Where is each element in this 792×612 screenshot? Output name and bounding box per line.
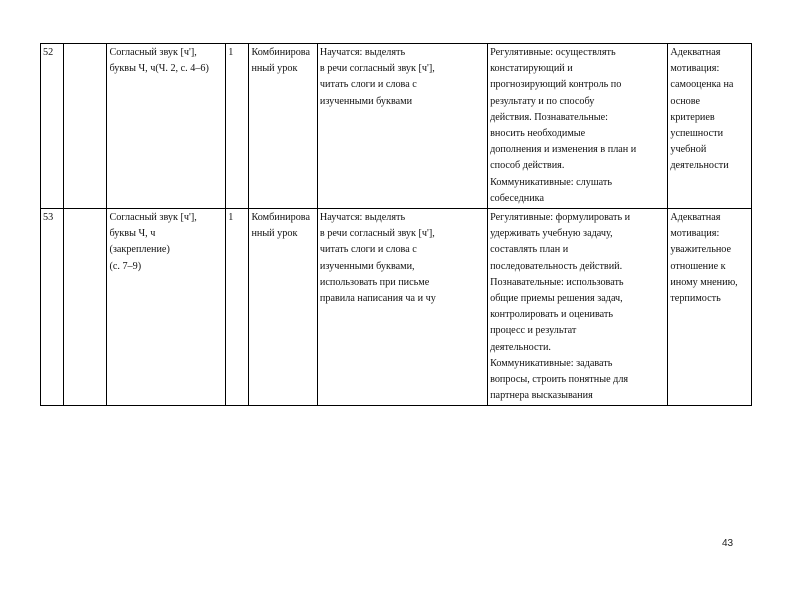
- personal-line: успешности: [670, 128, 724, 140]
- uud-line: способ действия.: [490, 160, 565, 172]
- subject-line: Научатся: выделять: [319, 212, 406, 224]
- universal-learning-actions: [488, 44, 668, 209]
- table-row: [41, 209, 752, 406]
- personal-line: критериев: [670, 111, 715, 123]
- lesson-type: Комбинированный урок: [249, 44, 317, 209]
- lesson-type: Комбинированный урок: [249, 209, 317, 406]
- uud-line: процесс и результат: [490, 325, 577, 337]
- uud-line: собеседника: [490, 192, 544, 204]
- uud-line: дополнения и изменения в план и: [490, 144, 637, 156]
- topic-line: (с. 7–9): [109, 260, 142, 272]
- lesson-plan-table: [40, 43, 752, 406]
- uud-line: последовательность действий.: [490, 260, 623, 272]
- subject-line: читать слоги и слова с: [319, 244, 417, 256]
- subject-line: правила написания ча и чу: [319, 293, 436, 305]
- date-cell: [64, 44, 107, 209]
- topic-line: буквы Ч, ч: [109, 228, 156, 240]
- uud-line: действия. Познавательные:: [490, 111, 609, 123]
- subject-line: Научатся: выделять: [319, 47, 406, 58]
- subject-line: в речи согласный звук [ч'],: [319, 228, 435, 240]
- personal-line: основе: [670, 95, 701, 107]
- personal-line: самооценка на: [670, 79, 734, 91]
- personal-line: Адекватная: [670, 212, 721, 224]
- personal-line: деятельности: [670, 160, 729, 172]
- page-number: 43: [722, 538, 734, 549]
- personal-results: [668, 209, 752, 406]
- personal-line: Адекватная: [670, 47, 721, 58]
- topic-line: Согласный звук [ч'],: [109, 212, 197, 224]
- uud-line: деятельности.: [490, 341, 551, 353]
- universal-learning-actions: [488, 209, 668, 406]
- lesson-topic: Согласный звук [ч'], буквы Ч, ч(Ч. 2, с. 4–6): [107, 44, 226, 209]
- hours-count: 1: [226, 209, 249, 406]
- uud-line: Коммуникативные: задавать: [490, 357, 613, 369]
- uud-line: Регулятивные: осуществлять: [490, 47, 616, 58]
- uud-line: констатирующий и: [490, 63, 573, 75]
- personal-line: мотивация:: [670, 228, 720, 240]
- personal-line: учебной: [670, 144, 707, 156]
- topic-line: (закрепление): [109, 244, 170, 256]
- personal-line: уважительное: [670, 244, 732, 256]
- uud-line: контролировать и оценивать: [490, 309, 614, 321]
- uud-line: прогнозирующий контроль по: [490, 79, 622, 91]
- personal-line: иному мнению,: [670, 276, 738, 288]
- uud-line: удерживать учебную задачу,: [490, 228, 613, 240]
- personal-line: терпимость: [670, 293, 721, 305]
- uud-line: партнера высказывания: [490, 390, 593, 402]
- date-cell: [64, 209, 107, 406]
- subject-results: [317, 44, 487, 209]
- uud-line: вносить необходимые: [490, 128, 586, 140]
- personal-line: мотивация:: [670, 63, 720, 75]
- uud-line: Познавательные: использовать: [490, 276, 624, 288]
- uud-line: общие приемы решения задач,: [490, 293, 623, 305]
- uud-line: Коммуникативные: слушать: [490, 176, 613, 188]
- hours-count: 1: [226, 44, 249, 209]
- subject-line: в речи согласный звук [ч'],: [319, 63, 435, 75]
- subject-line: использовать при письме: [319, 276, 430, 288]
- subject-results: [317, 209, 487, 406]
- table-row: [41, 44, 752, 209]
- uud-line: результату и по способу: [490, 95, 595, 107]
- lesson-topic: [107, 209, 226, 406]
- uud-line: вопросы, строить понятные для: [490, 374, 629, 386]
- subject-line: изученными буквами,: [319, 260, 415, 272]
- subject-line: читать слоги и слова с: [319, 79, 417, 91]
- uud-line: составлять план и: [490, 244, 569, 256]
- lesson-number: 53: [41, 209, 64, 406]
- personal-line: отношение к: [670, 260, 726, 272]
- lesson-number: 52: [41, 44, 64, 209]
- personal-results: [668, 44, 752, 209]
- uud-line: Регулятивные: формулировать и: [490, 212, 631, 224]
- subject-line: изученными буквами: [319, 95, 413, 107]
